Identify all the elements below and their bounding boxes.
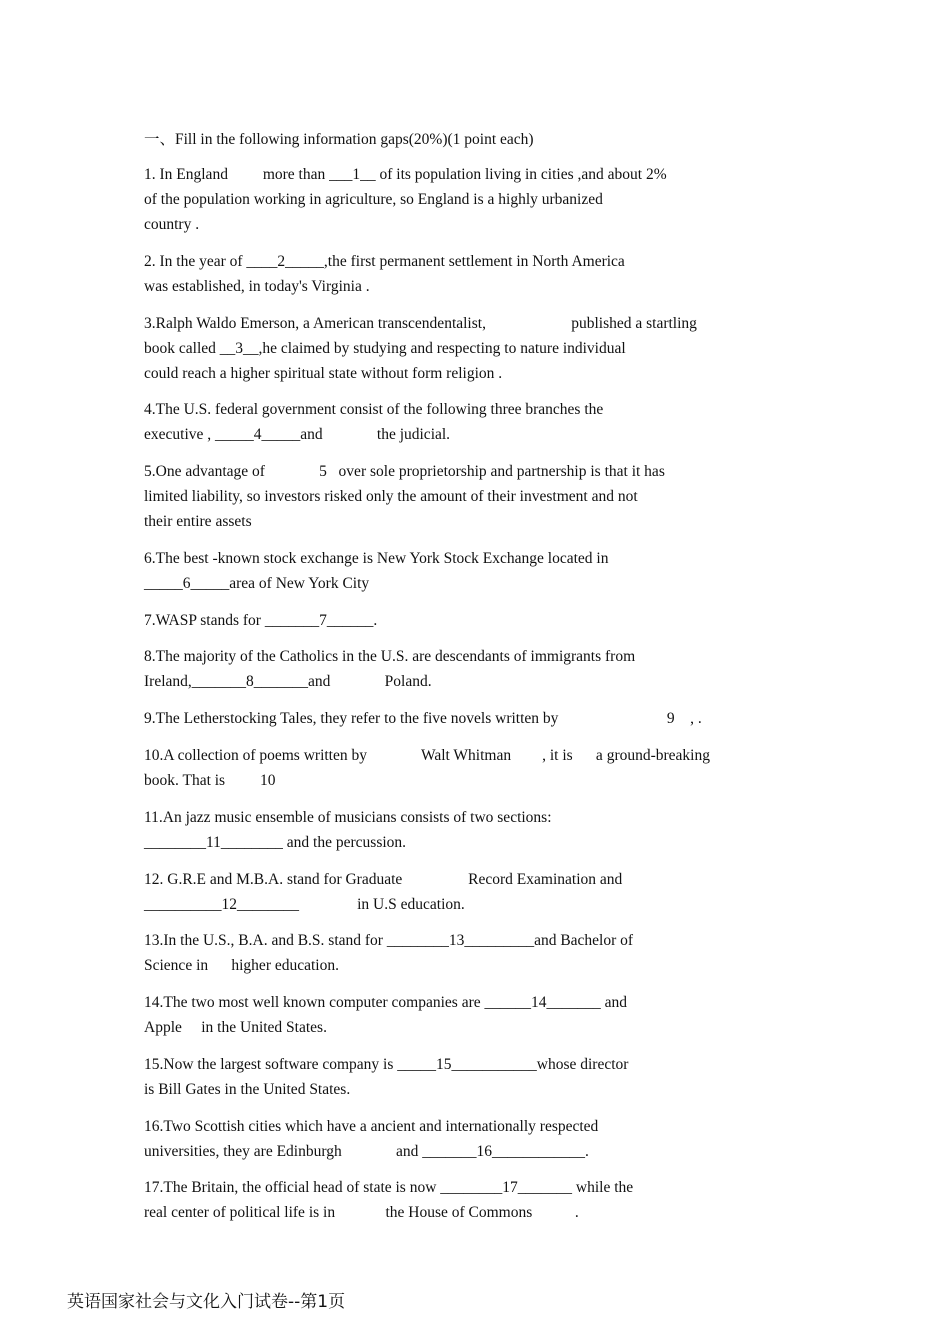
question-3-line-1: 3.Ralph Waldo Emerson, a American transcendentalist, published a startling: [144, 315, 697, 332]
question-17-line-2: real center of political life is in the House of Commons .: [144, 1204, 579, 1221]
question-11-line-2: ________11________ and the percussion.: [144, 834, 407, 851]
question-16-line-2: universities, they are Edinburgh and _______16____________.: [144, 1143, 589, 1160]
question-13-line-2: Science in higher education.: [144, 957, 339, 974]
question-9-line-1: 9.The Letherstocking Tales, they refer to the five novels written by 9 , .: [144, 710, 702, 727]
question-3-line-3: could reach a higher spiritual state without form religion .: [144, 365, 503, 382]
question-7-line-1: 7.WASP stands for _______7______.: [144, 612, 378, 629]
question-4-line-1: 4.The U.S. federal government consist of the following three branches the: [144, 401, 604, 418]
question-16-line-1: 16.Two Scottish cities which have a ancient and internationally respected: [144, 1118, 599, 1135]
question-1-line-2: of the population working in agriculture, so England is a highly urbanized: [144, 191, 603, 208]
question-8-line-1: 8.The majority of the Catholics in the U.S. are descendants of immigrants from: [144, 648, 636, 665]
question-12-line-1: 12. G.R.E and M.B.A. stand for Graduate Record Examination and: [144, 871, 623, 888]
question-14-line-1: 14.The two most well known computer companies are ______14_______ and: [144, 994, 627, 1011]
question-6-line-1: 6.The best -known stock exchange is New York Stock Exchange located in: [144, 550, 609, 567]
question-5-line-3: their entire assets: [144, 513, 252, 530]
question-13-line-1: 13.In the U.S., B.A. and B.S. stand for ________13_________and Bachelor of: [144, 932, 634, 949]
section-title: 一、Fill in the following information gaps(20%)(1 point each): [144, 131, 534, 148]
question-6-line-2: _____6_____area of New York City: [144, 575, 370, 592]
question-5-line-2: limited liability, so investors risked only the amount of their investment and not: [144, 488, 638, 505]
question-15-line-1: 15.Now the largest software company is _____15___________whose director: [144, 1056, 629, 1073]
question-3-line-2: book called __3__,he claimed by studying and respecting to nature individual: [144, 340, 626, 357]
question-11-line-1: 11.An jazz music ensemble of musicians consists of two sections:: [144, 809, 552, 826]
question-10-line-1: 10.A collection of poems written by Walt Whitman , it is a ground-breaking: [144, 747, 710, 764]
question-4-line-2: executive , _____4_____and the judicial.: [144, 426, 451, 443]
question-1-line-3: country .: [144, 216, 200, 233]
question-5-line-1: 5.One advantage of 5 over sole proprietorship and partnership is that it has: [144, 463, 665, 480]
question-12-line-2: __________12________ in U.S education.: [144, 896, 465, 913]
question-14-line-2: Apple in the United States.: [144, 1019, 327, 1036]
question-8-line-2: Ireland,_______8_______and Poland.: [144, 673, 432, 690]
question-17-line-1: 17.The Britain, the official head of state is now ________17_______ while the: [144, 1179, 634, 1196]
question-1-line-1: 1. In England more than ___1__ of its population living in cities ,and about 2%: [144, 166, 667, 183]
question-10-line-2: book. That is 10: [144, 772, 291, 789]
question-15-line-2: is Bill Gates in the United States.: [144, 1081, 351, 1098]
question-2-line-1: 2. In the year of ____2_____,the first permanent settlement in North America: [144, 253, 625, 270]
question-2-line-2: was established, in today's Virginia .: [144, 278, 370, 295]
page-footer: 英语国家社会与文化入门试卷--第1页: [67, 1292, 346, 1312]
